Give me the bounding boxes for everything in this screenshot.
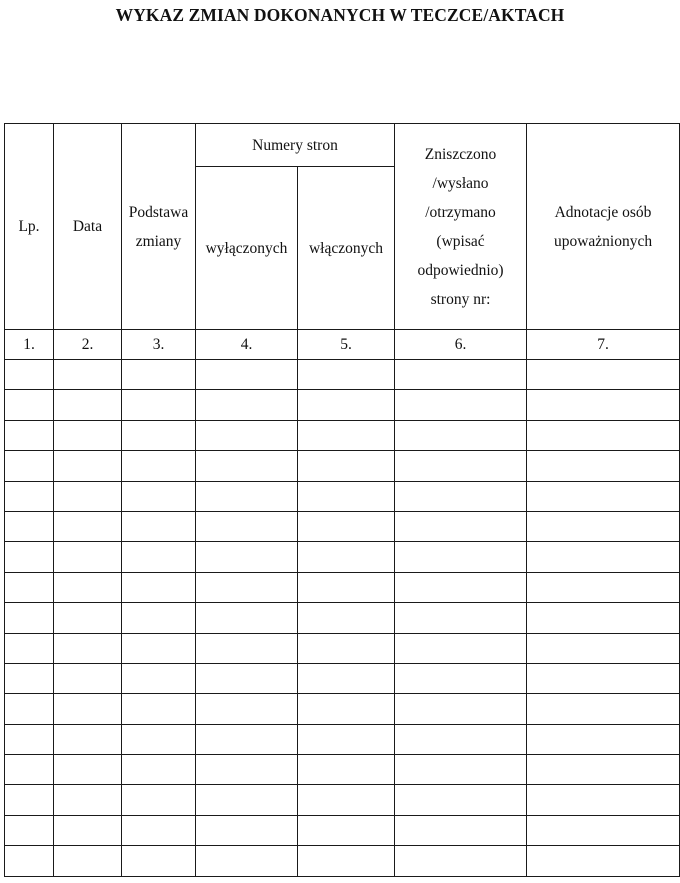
table-cell[interactable] [5, 451, 54, 481]
table-cell[interactable] [54, 724, 122, 754]
table-cell[interactable] [196, 420, 298, 450]
table-cell[interactable] [298, 815, 395, 845]
table-cell[interactable] [5, 694, 54, 724]
table-row [5, 694, 680, 724]
table-row [5, 755, 680, 785]
table-cell[interactable] [527, 633, 680, 663]
table-cell[interactable] [527, 603, 680, 633]
table-cell[interactable] [395, 360, 527, 390]
table-cell[interactable] [5, 663, 54, 693]
table-cell[interactable] [5, 724, 54, 754]
table-cell[interactable] [395, 572, 527, 602]
table-cell[interactable] [298, 542, 395, 572]
table-cell[interactable] [298, 572, 395, 602]
table-cell[interactable] [298, 451, 395, 481]
table-cell[interactable] [395, 633, 527, 663]
table-cell[interactable] [527, 694, 680, 724]
table-cell[interactable] [395, 815, 527, 845]
table-cell[interactable] [196, 542, 298, 572]
table-cell[interactable] [298, 755, 395, 785]
table-cell[interactable] [122, 390, 196, 420]
table-cell[interactable] [122, 481, 196, 511]
table-row [5, 724, 680, 754]
header-row-top [5, 124, 680, 167]
table-cell[interactable] [527, 511, 680, 541]
header-lp: Lp. [5, 124, 54, 330]
column-number: 7. [527, 330, 680, 360]
table-cell[interactable] [54, 603, 122, 633]
table-row [5, 785, 680, 815]
table-row [5, 360, 680, 390]
table-cell[interactable] [196, 755, 298, 785]
table-cell[interactable] [196, 846, 298, 876]
table-cell[interactable] [527, 663, 680, 693]
table-cell[interactable] [54, 451, 122, 481]
column-number: 4. [196, 330, 298, 360]
table-cell[interactable] [196, 451, 298, 481]
table-cell[interactable] [5, 603, 54, 633]
table-cell[interactable] [527, 390, 680, 420]
table-cell[interactable] [122, 451, 196, 481]
table-cell[interactable] [122, 785, 196, 815]
header-numery-stron: Numery stron [196, 124, 395, 167]
table-cell[interactable] [395, 694, 527, 724]
table-cell[interactable] [395, 451, 527, 481]
header-adnotacje: Adnotacje osób upoważnionych [527, 124, 680, 330]
header-wylaczonych: wyłączonych [196, 167, 298, 330]
table-cell[interactable] [298, 360, 395, 390]
table-cell[interactable] [298, 633, 395, 663]
table-row [5, 481, 680, 511]
table-cell[interactable] [122, 360, 196, 390]
table-cell[interactable] [122, 511, 196, 541]
table-cell[interactable] [395, 663, 527, 693]
table-cell[interactable] [196, 633, 298, 663]
table-cell[interactable] [54, 633, 122, 663]
table-cell[interactable] [527, 481, 680, 511]
header-data: Data [54, 124, 122, 330]
table-cell[interactable] [54, 815, 122, 845]
table-cell[interactable] [395, 846, 527, 876]
table-row [5, 633, 680, 663]
table-row [5, 420, 680, 450]
table-cell[interactable] [196, 785, 298, 815]
table-cell[interactable] [527, 360, 680, 390]
table-cell[interactable] [122, 724, 196, 754]
table-cell[interactable] [298, 420, 395, 450]
table-cell[interactable] [122, 633, 196, 663]
table-cell[interactable] [122, 846, 196, 876]
column-number: 6. [395, 330, 527, 360]
table-row [5, 572, 680, 602]
table-row [5, 511, 680, 541]
table-cell[interactable] [196, 572, 298, 602]
table-cell[interactable] [5, 511, 54, 541]
column-number: 2. [54, 330, 122, 360]
table-cell[interactable] [54, 360, 122, 390]
changes-register-table [4, 123, 680, 877]
table-cell[interactable] [527, 724, 680, 754]
column-number: 1. [5, 330, 54, 360]
table-cell[interactable] [122, 542, 196, 572]
table-cell[interactable] [298, 511, 395, 541]
table-cell[interactable] [5, 360, 54, 390]
table-cell[interactable] [54, 846, 122, 876]
table-cell[interactable] [196, 663, 298, 693]
table-cell[interactable] [54, 542, 122, 572]
table-cell[interactable] [122, 663, 196, 693]
table-cell[interactable] [395, 755, 527, 785]
table-cell[interactable] [395, 542, 527, 572]
table-row [5, 451, 680, 481]
table-cell[interactable] [395, 724, 527, 754]
table-cell[interactable] [527, 846, 680, 876]
table-cell[interactable] [54, 511, 122, 541]
table-cell[interactable] [54, 694, 122, 724]
header-podstawa-zmiany: Podstawa zmiany [122, 124, 196, 330]
table-cell[interactable] [5, 815, 54, 845]
table-cell[interactable] [395, 481, 527, 511]
table-row [5, 542, 680, 572]
table-cell[interactable] [5, 785, 54, 815]
table-cell[interactable] [298, 846, 395, 876]
table-cell[interactable] [196, 724, 298, 754]
table-cell[interactable] [298, 663, 395, 693]
table-cell[interactable] [54, 663, 122, 693]
table-cell[interactable] [122, 603, 196, 633]
table-cell[interactable] [122, 815, 196, 845]
table-cell[interactable] [54, 481, 122, 511]
table-row [5, 390, 680, 420]
table-cell[interactable] [5, 542, 54, 572]
table-cell[interactable] [54, 390, 122, 420]
column-number: 5. [298, 330, 395, 360]
header-wlaczonych: włączonych [298, 167, 395, 330]
table-cell[interactable] [298, 785, 395, 815]
table-cell[interactable] [298, 390, 395, 420]
table-cell[interactable] [5, 846, 54, 876]
header-zniszczono: Zniszczono /wysłano /otrzymano (wpisać odpowiednio) strony nr: [395, 124, 527, 330]
table-cell[interactable] [395, 785, 527, 815]
table-cell[interactable] [5, 755, 54, 785]
table-cell[interactable] [5, 572, 54, 602]
table-cell[interactable] [527, 755, 680, 785]
table-cell[interactable] [395, 420, 527, 450]
table-cell[interactable] [54, 755, 122, 785]
table-cell[interactable] [527, 420, 680, 450]
column-number: 3. [122, 330, 196, 360]
table-cell[interactable] [395, 511, 527, 541]
table-cell[interactable] [527, 542, 680, 572]
table-row [5, 603, 680, 633]
table-cell[interactable] [298, 603, 395, 633]
table-cell[interactable] [54, 572, 122, 602]
table-cell[interactable] [122, 420, 196, 450]
table-cell[interactable] [395, 603, 527, 633]
table-row [5, 815, 680, 845]
table-cell[interactable] [196, 511, 298, 541]
column-number-row [5, 330, 680, 360]
table-cell[interactable] [5, 633, 54, 663]
table-cell[interactable] [54, 785, 122, 815]
table-cell[interactable] [196, 694, 298, 724]
document-title: WYKAZ ZMIAN DOKONANYCH W TECZCE/AKTACH [115, 5, 565, 25]
table-row [5, 846, 680, 876]
table-cell[interactable] [298, 481, 395, 511]
table-cell[interactable] [196, 481, 298, 511]
table-cell[interactable] [122, 755, 196, 785]
table-cell[interactable] [5, 420, 54, 450]
table-cell[interactable] [122, 694, 196, 724]
table-cell[interactable] [196, 603, 298, 633]
table-cell[interactable] [527, 572, 680, 602]
table-cell[interactable] [196, 390, 298, 420]
table-cell[interactable] [122, 572, 196, 602]
table-cell[interactable] [196, 815, 298, 845]
table-cell[interactable] [298, 724, 395, 754]
table-row [5, 663, 680, 693]
table-cell[interactable] [395, 390, 527, 420]
table-cell[interactable] [54, 420, 122, 450]
table-cell[interactable] [527, 451, 680, 481]
table-cell[interactable] [5, 481, 54, 511]
table-cell[interactable] [527, 815, 680, 845]
table-cell[interactable] [5, 390, 54, 420]
table-cell[interactable] [527, 785, 680, 815]
table-cell[interactable] [298, 694, 395, 724]
table-cell[interactable] [196, 360, 298, 390]
